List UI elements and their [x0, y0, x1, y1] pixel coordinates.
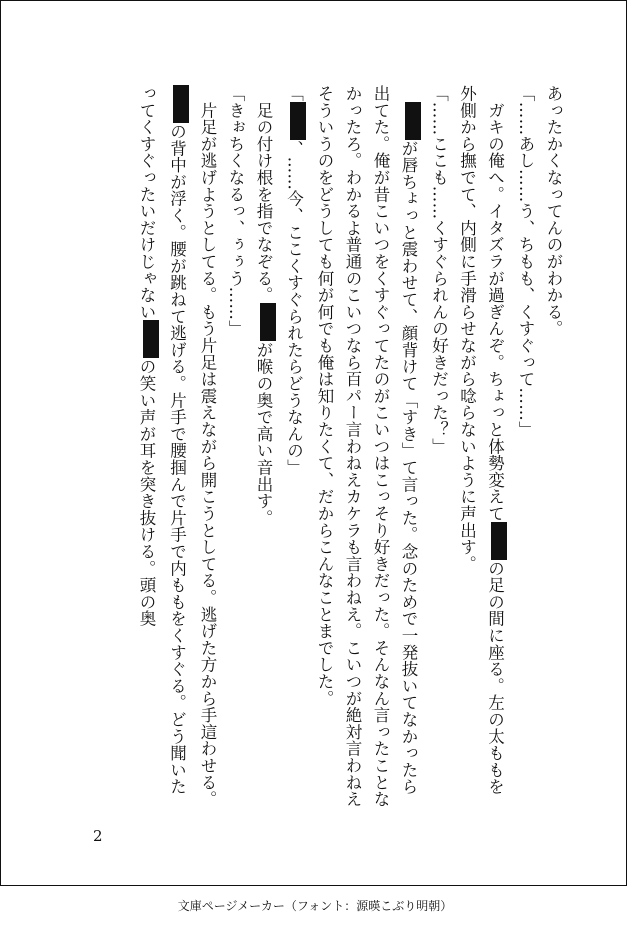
footer-credit: 文庫ページメーカー（フォント：源暎こぶり明朝） — [177, 899, 453, 913]
redacted-name-block — [173, 85, 189, 123]
redacted-name-block — [143, 320, 159, 358]
paragraph-text: が喉の奥で高い音出す。 — [254, 341, 273, 527]
paragraph-text: の笑い声が耳を突き抜ける。頭の奥 — [137, 358, 156, 628]
paragraph-text: 足の付け根を指でなぞる。 — [254, 85, 273, 304]
paragraph-text: の背中が浮く。腰が跳ねて逃げる。片手で腰掴んで片手で内ももをくすぐる。どう聞いたってくすぐったいだけじゃない — [137, 85, 187, 795]
paragraph-text: 「 — [284, 85, 304, 102]
paragraph-text: 片足が逃げようとしてる。もう片足は震えながら開こうとしてる。逃げた方から手這わせる。 — [198, 85, 217, 808]
paragraph-text: が唇ちょっと震わせて、顔背けて「すき」て言った。念のためで一発抜いてなかったら出てた。俺が昔こいつをくすぐってたのがこいつはこっそり好きだった。そんなん言ったことなかったろ。わかるよ普通のこいつなら百パー言わねえカケラも言わねえ。こいつが絶対言わねえそういうのをどうしても何が何でも俺は知りたくて、だからこんなことまでした。 — [315, 85, 418, 808]
vertical-body-text — [89, 85, 567, 811]
paragraph — [249, 85, 280, 811]
paragraph — [539, 85, 567, 811]
paragraph — [511, 85, 539, 811]
redacted-name-block — [405, 102, 421, 140]
paragraph — [280, 85, 311, 811]
paragraph-text: 「きぉちくなるっ、ぅぅう……」 — [226, 85, 245, 337]
paragraph-text: 、……今、ここくすぐられたらどうなんの」 — [284, 139, 304, 476]
paragraph-text: 「……ここも……くすぐられんの好きだった？」 — [429, 85, 449, 455]
paragraph — [221, 85, 249, 811]
paragraph — [132, 85, 221, 811]
redacted-name-block — [290, 102, 306, 140]
page-number: 2 — [93, 827, 103, 845]
paragraph-text — [399, 85, 418, 102]
paragraph-text: あったかくなってんのがわかる。 — [544, 85, 563, 337]
paragraph — [310, 85, 425, 811]
redacted-name-block — [260, 303, 276, 341]
paragraph — [425, 85, 453, 811]
paragraph — [453, 85, 512, 811]
paragraph-text: の足の間に座る。左の太ももを外側から撫でて、内側に手滑らせながら唸らないように声出す。 — [457, 85, 505, 796]
redacted-name-block — [491, 522, 507, 560]
paragraph-text: ガキの俺へ。イタズラが過ぎんぞ。ちょっと体勢変えて — [485, 85, 505, 522]
paragraph-text: 「……あし……う、ちもも、くすぐって……」 — [516, 85, 535, 438]
